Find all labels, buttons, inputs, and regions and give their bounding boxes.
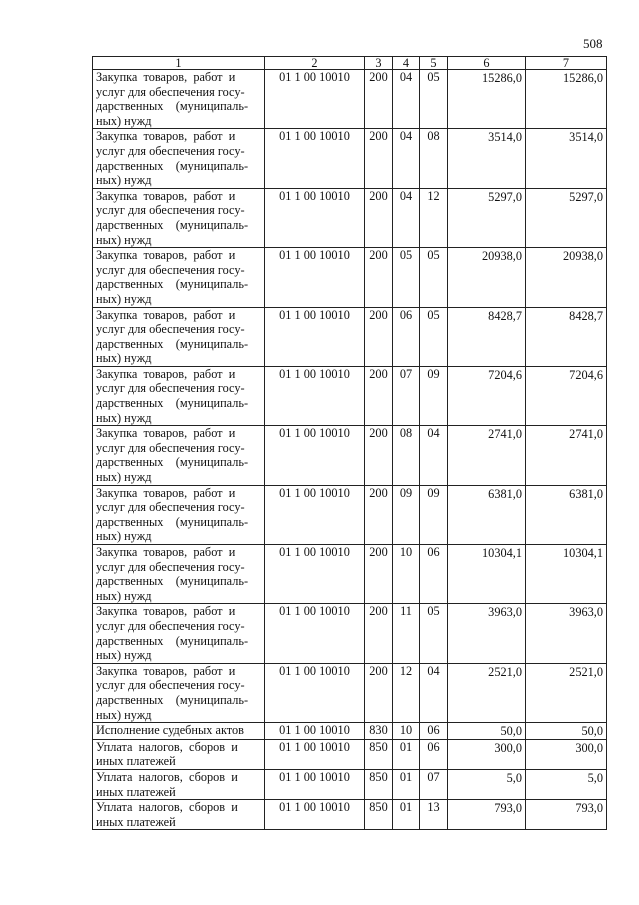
classification-code-cell-value: 01 1 00 10010: [279, 188, 350, 203]
table-row: [93, 545, 607, 604]
expense-name-line: дарственных (муниципаль-: [96, 574, 249, 589]
section-cell: [393, 426, 420, 485]
section-cell-value: 06: [399, 307, 413, 322]
expense-name-line: услуг для обеспечения госу-: [96, 381, 245, 396]
expense-name-line: ных) нужд: [96, 707, 152, 722]
expense-name-line: дарственных (муниципаль-: [96, 455, 249, 470]
expense-name-line: Закупка товаров, работ и: [96, 129, 236, 144]
classification-code-cell-value: 01 1 00 10010: [279, 485, 350, 500]
expense-name-cell: [93, 723, 265, 740]
expense-name-cell: [93, 604, 265, 663]
amount-cell: [526, 188, 607, 247]
section-cell: [393, 663, 420, 722]
subsection-cell: [420, 800, 448, 830]
subsection-cell: [420, 426, 448, 485]
expense-type-cell: [365, 663, 393, 722]
expense-name-cell: [93, 545, 265, 604]
expense-name-line: дарственных (муниципаль-: [96, 99, 249, 114]
expense-name-cell: [93, 70, 265, 129]
expense-name-line: Закупка товаров, работ и: [96, 248, 236, 263]
expense-type-cell: [365, 307, 393, 366]
expense-name-line: Закупка товаров, работ и: [96, 307, 236, 322]
section-cell: [393, 366, 420, 425]
expense-type-cell: [365, 604, 393, 663]
amount-cell-value: 5,0: [587, 770, 603, 785]
section-cell-value: 12: [399, 663, 413, 678]
section-cell-value: 11: [400, 604, 412, 619]
expense-name-cell: [93, 426, 265, 485]
expense-name-line: ных) нужд: [96, 588, 152, 603]
amount-cell: [448, 307, 526, 366]
section-cell-value: 05: [399, 248, 413, 263]
table-row: [93, 307, 607, 366]
page-number: 508: [583, 36, 603, 51]
amount-cell: [526, 663, 607, 722]
amount-cell-value: 7204,6: [488, 367, 522, 382]
amount-cell: [526, 485, 607, 544]
classification-code-cell: [265, 426, 365, 485]
expense-name-cell: [93, 800, 265, 830]
amount-cell-value: 3963,0: [488, 605, 522, 620]
section-cell: [393, 70, 420, 129]
section-cell: [393, 129, 420, 188]
amount-cell: [448, 485, 526, 544]
expense-type-cell: [365, 485, 393, 544]
header-cell-5: 5: [420, 57, 448, 70]
expense-type-cell-value: 200: [369, 426, 388, 441]
header-cell-1: 1: [93, 57, 265, 70]
amount-cell-value: 20938,0: [563, 249, 603, 264]
amount-cell: [526, 426, 607, 485]
expense-name-line: услуг для обеспечения госу-: [96, 500, 245, 515]
subsection-cell: [420, 723, 448, 740]
expense-name-line: дарственных (муниципаль-: [96, 158, 249, 173]
amount-cell: [526, 366, 607, 425]
expense-type-cell: [365, 723, 393, 740]
header-cell-3: 3: [365, 57, 393, 70]
expense-name-line: услуг для обеспечения госу-: [96, 262, 245, 277]
table-row: [93, 485, 607, 544]
subsection-cell-value: 06: [427, 739, 440, 754]
expense-name-line: иных платежей: [96, 814, 176, 829]
subsection-cell-value: 06: [427, 545, 440, 559]
subsection-cell-value: 13: [427, 800, 440, 815]
amount-cell: [448, 248, 526, 307]
subsection-cell-value: 08: [427, 129, 440, 144]
classification-code-cell: [265, 604, 365, 663]
expense-name-line: ных) нужд: [96, 232, 152, 247]
section-cell-value: 10: [399, 723, 413, 738]
table-row: [93, 604, 607, 663]
classification-code-cell: [265, 129, 365, 188]
classification-code-cell: [265, 723, 365, 740]
table-row: [93, 723, 607, 740]
section-cell-value: 08: [399, 426, 413, 441]
classification-code-cell-value: 01 1 00 10010: [279, 70, 350, 84]
table-row: [93, 800, 607, 830]
expense-name-line: услуг для обеспечения госу-: [96, 322, 245, 337]
subsection-cell: [420, 366, 448, 425]
amount-cell-value: 3514,0: [569, 130, 603, 145]
budget-table: [92, 56, 607, 830]
amount-cell-value: 8428,7: [488, 308, 522, 323]
table-row: [93, 248, 607, 307]
subsection-cell: [420, 248, 448, 307]
expense-name-line: ных) нужд: [96, 291, 152, 306]
expense-name-cell: [93, 307, 265, 366]
amount-cell-value: 2521,0: [569, 664, 603, 679]
expense-type-cell: [365, 366, 393, 425]
expense-name-cell: [93, 188, 265, 247]
section-cell-value: 04: [399, 129, 413, 144]
expense-name-line: ных) нужд: [96, 113, 152, 128]
subsection-cell-value: 12: [427, 188, 440, 203]
amount-cell-value: 5297,0: [488, 189, 522, 204]
expense-name-line: дарственных (муниципаль-: [96, 217, 249, 232]
amount-cell: [526, 307, 607, 366]
section-cell-value: 04: [399, 188, 413, 203]
classification-code-cell-value: 01 1 00 10010: [279, 739, 350, 754]
subsection-cell-value: 04: [427, 426, 440, 441]
classification-code-cell-value: 01 1 00 10010: [279, 545, 350, 559]
subsection-cell-value: 07: [427, 769, 440, 784]
subsection-cell-value: 05: [427, 604, 440, 619]
subsection-cell: [420, 70, 448, 129]
amount-cell: [448, 366, 526, 425]
expense-name-line: дарственных (муниципаль-: [96, 396, 249, 411]
expense-type-cell-value: 200: [369, 485, 388, 500]
table-row: [93, 70, 607, 129]
expense-type-cell: [365, 426, 393, 485]
section-cell-value: 01: [399, 800, 413, 815]
subsection-cell-value: 09: [427, 485, 440, 500]
amount-cell-value: 2741,0: [569, 427, 603, 442]
expense-name-line: Исполнение судебных актов: [96, 723, 244, 738]
amount-cell: [448, 663, 526, 722]
expense-name-line: ных) нужд: [96, 648, 152, 663]
amount-cell-value: 6381,0: [569, 486, 603, 501]
expense-name-line: Уплата налогов, сборов и: [96, 739, 238, 754]
amount-cell-value: 793,0: [575, 801, 603, 816]
header-cell-7: 7: [526, 57, 607, 70]
subsection-cell: [420, 545, 448, 604]
expense-name-cell: [93, 769, 265, 799]
expense-name-line: дарственных (муниципаль-: [96, 277, 249, 292]
classification-code-cell-value: 01 1 00 10010: [279, 663, 350, 678]
amount-cell: [526, 800, 607, 830]
expense-name-line: Закупка товаров, работ и: [96, 485, 236, 500]
classification-code-cell: [265, 485, 365, 544]
section-cell: [393, 188, 420, 247]
expense-type-cell-value: 200: [369, 188, 388, 203]
expense-name-cell: [93, 129, 265, 188]
amount-cell-value: 7204,6: [569, 367, 603, 382]
amount-cell-value: 50,0: [581, 724, 603, 739]
expense-name-line: Закупка товаров, работ и: [96, 604, 236, 619]
amount-cell-value: 50,0: [500, 724, 522, 739]
classification-code-cell-value: 01 1 00 10010: [279, 129, 350, 144]
amount-cell-value: 15286,0: [482, 71, 522, 85]
section-cell-value: 01: [399, 739, 413, 754]
classification-code-cell: [265, 307, 365, 366]
expense-name-cell: [93, 739, 265, 769]
expense-name-cell: [93, 366, 265, 425]
expense-type-cell-value: 850: [369, 800, 388, 815]
amount-cell-value: 10304,1: [563, 546, 603, 560]
expense-name-cell: [93, 485, 265, 544]
subsection-cell-value: 05: [427, 248, 440, 263]
section-cell: [393, 604, 420, 663]
expense-name-line: Уплата налогов, сборов и: [96, 800, 238, 815]
table-row: [93, 739, 607, 769]
section-cell: [393, 545, 420, 604]
amount-cell-value: 8428,7: [569, 308, 603, 323]
subsection-cell: [420, 769, 448, 799]
classification-code-cell: [265, 366, 365, 425]
expense-type-cell-value: 200: [369, 545, 388, 559]
expense-type-cell: [365, 70, 393, 129]
amount-cell-value: 20938,0: [482, 249, 522, 264]
classification-code-cell: [265, 739, 365, 769]
expense-type-cell-value: 200: [369, 604, 388, 619]
expense-name-line: ных) нужд: [96, 470, 152, 485]
expense-name-line: услуг для обеспечения госу-: [96, 559, 245, 574]
amount-cell: [526, 604, 607, 663]
classification-code-cell-value: 01 1 00 10010: [279, 769, 350, 784]
amount-cell-value: 5297,0: [569, 189, 603, 204]
expense-type-cell: [365, 545, 393, 604]
table-row: [93, 129, 607, 188]
subsection-cell-value: 06: [427, 723, 440, 738]
expense-name-line: дарственных (муниципаль-: [96, 692, 249, 707]
section-cell: [393, 800, 420, 830]
classification-code-cell-value: 01 1 00 10010: [279, 366, 350, 381]
expense-name-line: Закупка товаров, работ и: [96, 366, 236, 381]
expense-name-line: Уплата налогов, сборов и: [96, 769, 238, 784]
table-row: [93, 426, 607, 485]
amount-cell-value: 5,0: [506, 770, 522, 785]
amount-cell: [448, 545, 526, 604]
amount-cell: [526, 739, 607, 769]
expense-name-cell: [93, 248, 265, 307]
expense-name-line: Закупка товаров, работ и: [96, 426, 236, 441]
subsection-cell: [420, 188, 448, 247]
expense-type-cell-value: 830: [369, 723, 388, 738]
expense-type-cell-value: 200: [369, 663, 388, 678]
table-row: [93, 663, 607, 722]
expense-name-line: ных) нужд: [96, 410, 152, 425]
expense-name-line: ных) нужд: [96, 173, 152, 188]
amount-cell-value: 6381,0: [488, 486, 522, 501]
amount-cell: [448, 188, 526, 247]
amount-cell-value: 15286,0: [563, 71, 603, 85]
amount-cell: [526, 769, 607, 799]
classification-code-cell: [265, 800, 365, 830]
amount-cell-value: 10304,1: [482, 546, 522, 560]
amount-cell: [526, 70, 607, 129]
expense-name-line: Закупка товаров, работ и: [96, 70, 236, 84]
amount-cell: [448, 70, 526, 129]
subsection-cell: [420, 739, 448, 769]
table-row: [93, 366, 607, 425]
classification-code-cell-value: 01 1 00 10010: [279, 604, 350, 619]
expense-type-cell-value: 200: [369, 248, 388, 263]
expense-type-cell-value: 200: [369, 366, 388, 381]
expense-type-cell-value: 850: [369, 769, 388, 784]
section-cell: [393, 723, 420, 740]
expense-type-cell: [365, 800, 393, 830]
section-cell: [393, 739, 420, 769]
classification-code-cell: [265, 248, 365, 307]
expense-name-line: иных платежей: [96, 784, 176, 799]
amount-cell-value: 2741,0: [488, 427, 522, 442]
subsection-cell-value: 05: [427, 307, 440, 322]
expense-name-line: Закупка товаров, работ и: [96, 188, 236, 203]
expense-name-cell: [93, 663, 265, 722]
amount-cell-value: 300,0: [575, 740, 603, 755]
subsection-cell: [420, 307, 448, 366]
classification-code-cell: [265, 188, 365, 247]
expense-type-cell-value: 200: [369, 129, 388, 144]
header-cell-6: 6: [448, 57, 526, 70]
subsection-cell-value: 05: [427, 70, 440, 84]
expense-name-line: услуг для обеспечения госу-: [96, 84, 245, 99]
amount-cell-value: 300,0: [494, 740, 522, 755]
amount-cell: [448, 426, 526, 485]
expense-name-line: услуг для обеспечения госу-: [96, 143, 245, 158]
amount-cell: [448, 769, 526, 799]
amount-cell-value: 3514,0: [488, 130, 522, 145]
subsection-cell: [420, 604, 448, 663]
classification-code-cell: [265, 545, 365, 604]
classification-code-cell: [265, 70, 365, 129]
table-row: [93, 769, 607, 799]
section-cell-value: 10: [399, 545, 413, 559]
subsection-cell-value: 09: [427, 366, 440, 381]
classification-code-cell-value: 01 1 00 10010: [279, 307, 350, 322]
expense-name-line: Закупка товаров, работ и: [96, 663, 236, 678]
amount-cell: [448, 604, 526, 663]
classification-code-cell: [265, 769, 365, 799]
header-cell-4: 4: [393, 57, 420, 70]
amount-cell: [448, 800, 526, 830]
table-row: [93, 188, 607, 247]
amount-cell: [526, 129, 607, 188]
subsection-cell: [420, 129, 448, 188]
header-cell-2: 2: [265, 57, 365, 70]
amount-cell-value: 3963,0: [569, 605, 603, 620]
section-cell-value: 01: [399, 769, 413, 784]
expense-name-line: Закупка товаров, работ и: [96, 545, 236, 559]
section-cell-value: 04: [399, 70, 413, 84]
expense-name-line: ных) нужд: [96, 351, 152, 366]
amount-cell-value: 793,0: [494, 801, 522, 816]
classification-code-cell-value: 01 1 00 10010: [279, 248, 350, 263]
subsection-cell: [420, 663, 448, 722]
expense-type-cell: [365, 129, 393, 188]
subsection-cell: [420, 485, 448, 544]
section-cell: [393, 248, 420, 307]
subsection-cell-value: 04: [427, 663, 440, 678]
expense-name-line: услуг для обеспечения госу-: [96, 440, 245, 455]
classification-code-cell-value: 01 1 00 10010: [279, 800, 350, 815]
expense-type-cell: [365, 769, 393, 799]
expense-type-cell: [365, 739, 393, 769]
amount-cell: [448, 723, 526, 740]
classification-code-cell-value: 01 1 00 10010: [279, 426, 350, 441]
amount-cell: [526, 723, 607, 740]
amount-cell: [526, 248, 607, 307]
expense-name-line: дарственных (муниципаль-: [96, 514, 249, 529]
expense-name-line: дарственных (муниципаль-: [96, 633, 249, 648]
amount-cell-value: 2521,0: [488, 664, 522, 679]
amount-cell: [448, 129, 526, 188]
classification-code-cell: [265, 663, 365, 722]
expense-name-line: услуг для обеспечения госу-: [96, 203, 245, 218]
section-cell: [393, 485, 420, 544]
expense-type-cell-value: 200: [369, 307, 388, 322]
expense-name-line: дарственных (муниципаль-: [96, 336, 249, 351]
classification-code-cell-value: 01 1 00 10010: [279, 723, 350, 738]
amount-cell: [448, 739, 526, 769]
expense-name-line: ных) нужд: [96, 529, 152, 544]
expense-name-line: услуг для обеспечения госу-: [96, 678, 245, 693]
section-cell: [393, 769, 420, 799]
expense-type-cell: [365, 188, 393, 247]
expense-name-line: иных платежей: [96, 754, 176, 769]
expense-name-line: услуг для обеспечения госу-: [96, 618, 245, 633]
header-row: [93, 57, 607, 70]
expense-type-cell: [365, 248, 393, 307]
section-cell-value: 07: [399, 366, 413, 381]
section-cell-value: 09: [399, 485, 413, 500]
expense-type-cell-value: 200: [369, 70, 388, 84]
expense-type-cell-value: 850: [369, 739, 388, 754]
amount-cell: [526, 545, 607, 604]
section-cell: [393, 307, 420, 366]
